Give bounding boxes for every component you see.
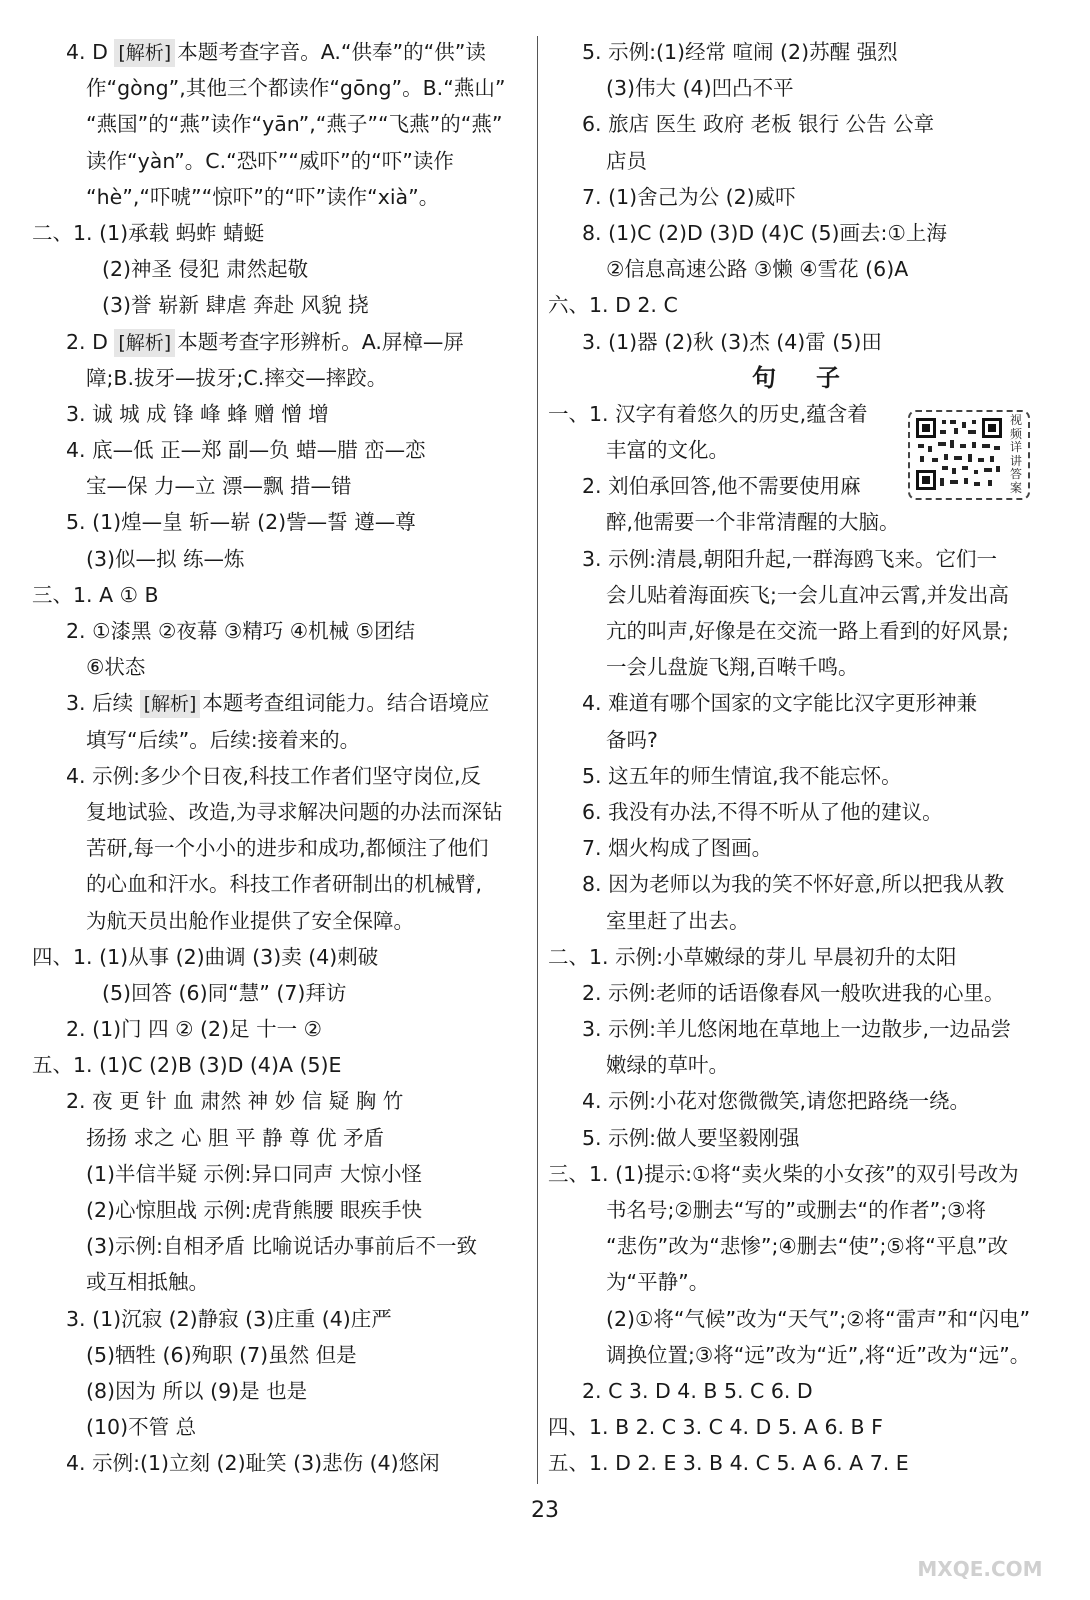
answer-line — [548, 903, 1044, 939]
answer-text: 为“平静”。 — [606, 1270, 710, 1295]
answer-line — [32, 34, 528, 70]
answer-line — [548, 830, 1044, 866]
answer-line — [32, 1047, 528, 1083]
answer-text: 5. (1)煌—皇 斩—崭 (2)訾—誓 遵—尊 — [66, 510, 416, 535]
answer-text: 亢的叫声,好像是在交流一路上看到的好风景; — [606, 619, 1009, 643]
answer-line — [548, 1120, 1044, 1156]
answer-text: ②信息高速公路 ③懒 ④雪花 (6)A — [606, 257, 909, 282]
analysis-text: 本题考查组词能力。结合语境应 — [202, 691, 490, 716]
answer-line — [32, 866, 528, 902]
answer-text: 3. (1)器 (2)秋 (3)杰 (4)雷 (5)田 — [582, 329, 882, 354]
answer-text: 或互相抵触。 — [86, 1270, 209, 1295]
answer-line — [32, 215, 528, 251]
answer-line — [32, 722, 528, 758]
answer-text: 一、1. 汉字有着悠久的历史,蕴含着 — [548, 401, 868, 426]
answer-line — [32, 1301, 528, 1337]
answer-text: 书名号;②删去“写的”或删去“的作者”;③将 — [606, 1198, 987, 1222]
answer-line — [548, 324, 1044, 360]
analysis-tag: [解析] — [140, 690, 201, 718]
video-qr-code[interactable] — [908, 410, 1030, 500]
answer-text: (3)伟大 (4)凹凸不平 — [606, 76, 794, 101]
answer-text: 4. 示例:多少个日夜,科技工作者们坚守岗位,反 — [66, 763, 482, 788]
watermark-text: MXQE.COM — [917, 1557, 1043, 1580]
answer-text: 填写“后续”。后续:接着来的。 — [86, 727, 361, 752]
answer-text: 醉,他需要一个非常清醒的大脑。 — [606, 510, 900, 535]
answer-text: (10)不管 总 — [86, 1415, 197, 1440]
answer-text: (2)神圣 侵犯 肃然起敬 — [102, 257, 309, 282]
answer-text: “燕国”的“燕”读作“yān”,“燕子”“飞燕”的“燕” — [86, 112, 503, 137]
analysis-tag: [解析] — [114, 329, 175, 357]
answer-line — [32, 1337, 528, 1373]
answer-line — [548, 1264, 1044, 1300]
answer-line — [32, 324, 528, 360]
answer-line — [32, 577, 528, 613]
answer-line — [32, 1373, 528, 1409]
answer-text: 4. 示例:(1)立刻 (2)耻笑 (3)悲伤 (4)悠闲 — [66, 1451, 440, 1476]
answer-text: 5. 示例:(1)经常 喧闹 (2)苏醒 强烈 — [582, 40, 898, 64]
answer-line — [32, 468, 528, 504]
answer-line — [32, 287, 528, 323]
answer-line — [548, 1301, 1044, 1337]
answer-line — [548, 1445, 1044, 1481]
answer-line — [548, 106, 1044, 142]
left-column — [32, 34, 528, 1482]
answer-line — [32, 1083, 528, 1119]
answer-text: 苦研,每一个小小的进步和成功,都倾注了他们 — [86, 836, 489, 861]
answer-text: 6. 我没有办法,不得不听从了他的建议。 — [582, 799, 943, 824]
answer-line — [548, 1228, 1044, 1264]
answer-line — [32, 70, 528, 106]
answer-text: (8)因为 所以 (9)是 也是 — [86, 1378, 308, 1403]
answer-line — [548, 215, 1044, 251]
answer-text: 一会儿盘旋飞翔,百啭千鸣。 — [606, 655, 859, 680]
answer-line — [548, 143, 1044, 179]
answer-text: 4. 底—低 正—郑 副—负 蜡—腊 峦—恋 — [66, 438, 426, 463]
answer-text: 2. D — [66, 329, 115, 354]
page-number: 23 — [531, 1498, 559, 1523]
answer-text: 二、1. 示例:小草嫩绿的芽儿 早晨初升的太阳 — [548, 944, 957, 969]
answer-text: 2. C 3. D 4. B 5. C 6. D — [582, 1378, 813, 1403]
answer-text: 句子 — [752, 363, 880, 392]
answer-line — [548, 649, 1044, 685]
answer-text: 嫩绿的草叶。 — [606, 1053, 729, 1078]
answer-line — [548, 251, 1044, 287]
answer-text: 6. 旅店 医生 政府 老板 银行 公告 公章 — [582, 112, 935, 137]
answer-line — [548, 179, 1044, 215]
answer-text: 五、1. D 2. E 3. B 4. C 5. A 6. A 7. E — [548, 1451, 909, 1476]
answer-line — [548, 1083, 1044, 1119]
answer-line — [548, 685, 1044, 721]
analysis-text: 本题考查字形辨析。A.屏樟—屏 — [177, 329, 464, 354]
answer-text: 室里赶了出去。 — [606, 908, 750, 933]
answer-text: 二、1. (1)承载 蚂蚱 蜻蜓 — [32, 220, 265, 245]
answer-text: (1)半信半疑 示例:异口同声 大惊小怪 — [86, 1161, 422, 1186]
qr-code-icon — [916, 418, 1002, 490]
answer-text: (5)回答 (6)同“慧” (7)拜访 — [102, 980, 347, 1005]
answer-line — [548, 70, 1044, 106]
answer-text: 3. 示例:清晨,朝阳升起,一群海鸥飞来。它们一 — [582, 546, 998, 571]
answer-line — [32, 975, 528, 1011]
answer-line — [32, 794, 528, 830]
answer-text: 调换位置;③将“远”改为“近”,将“近”改为“远”。 — [606, 1342, 1031, 1367]
answer-line — [548, 1192, 1044, 1228]
answer-text: 4. 示例:小花对您微微笑,请您把路绕一绕。 — [582, 1089, 970, 1114]
answer-text: 3. (1)沉寂 (2)静寂 (3)庄重 (4)庄严 — [66, 1306, 392, 1331]
answer-line — [32, 1011, 528, 1047]
answer-text: “hè”,“吓唬”“惊吓”的“吓”读作“xià”。 — [86, 184, 440, 209]
answer-line — [548, 1156, 1044, 1192]
answer-line — [32, 504, 528, 540]
answer-line — [32, 360, 528, 396]
answer-line — [32, 939, 528, 975]
answer-line — [548, 541, 1044, 577]
answer-text: 2. (1)门 四 ② (2)足 十一 ② — [66, 1017, 322, 1042]
answer-line — [32, 903, 528, 939]
answer-line — [548, 794, 1044, 830]
answer-text: (3)誉 崭新 肆虐 奔赴 风貌 挠 — [102, 293, 369, 318]
answer-line — [548, 722, 1044, 758]
answer-line — [32, 1409, 528, 1445]
answer-line — [548, 1337, 1044, 1373]
answer-line — [548, 758, 1044, 794]
answer-text: 为航天员出舱作业提供了安全保障。 — [86, 908, 414, 933]
answer-text: 4. D — [66, 40, 115, 64]
answer-text: 六、1. D 2. C — [548, 293, 678, 318]
answer-text: 5. 示例:做人要坚毅刚强 — [582, 1125, 800, 1150]
analysis-tag: [解析] — [114, 39, 175, 67]
analysis-text: 本题考查字音。A.“供奉”的“供”读 — [177, 40, 486, 64]
answer-text: (3)示例:自相矛盾 比喻说话办事前后不一致 — [86, 1234, 477, 1259]
answer-text: (5)牺牲 (6)殉职 (7)虽然 但是 — [86, 1342, 357, 1367]
answer-text: 5. 这五年的师生情谊,我不能忘怀。 — [582, 763, 902, 788]
answer-line — [32, 1445, 528, 1481]
answer-text: 3. 诚 城 成 锋 峰 蜂 赠 憎 增 — [66, 401, 329, 426]
answer-line — [32, 143, 528, 179]
answer-text: (2)①将“气候”改为“天气”;②将“雷声”和“闪电” — [606, 1306, 1031, 1331]
answer-line — [32, 758, 528, 794]
answer-text: 复地试验、改造,为寻求解决问题的办法而深钻 — [86, 799, 503, 824]
answer-line — [32, 106, 528, 142]
answer-text: 2. 夜 更 针 血 肃然 神 妙 信 疑 胸 竹 — [66, 1089, 404, 1114]
answer-text: 8. (1)C (2)D (3)D (4)C (5)画去:①上海 — [582, 220, 947, 245]
answer-text: “悲伤”改为“悲惨”;④删去“使”;⑤将“平息”改 — [606, 1234, 1009, 1259]
answer-text: 的心血和汗水。科技工作者研制出的机械臂, — [86, 872, 483, 897]
answer-line — [32, 541, 528, 577]
answer-line — [548, 504, 1044, 540]
answer-text: 店员 — [606, 148, 647, 173]
answer-line — [32, 1264, 528, 1300]
answer-line — [32, 1228, 528, 1264]
right-column — [548, 34, 1044, 1482]
answer-text: 五、1. (1)C (2)B (3)D (4)A (5)E — [32, 1053, 342, 1078]
answer-line — [32, 685, 528, 721]
answer-line — [548, 866, 1044, 902]
answer-line — [32, 649, 528, 685]
answer-line — [548, 613, 1044, 649]
answer-text: (3)似—拟 练—炼 — [86, 546, 245, 571]
answer-text: 备吗? — [606, 727, 658, 752]
answer-text: 三、1. A ① B — [32, 582, 159, 607]
answer-text: 4. 难道有哪个国家的文字能比汉字更形神兼 — [582, 691, 978, 716]
answer-text: 7. (1)舍己为公 (2)威吓 — [582, 184, 796, 209]
answer-text: 3. 示例:羊儿悠闲地在草地上一边散步,一边品尝 — [582, 1017, 1011, 1042]
answer-text: 丰富的文化。 — [606, 438, 729, 463]
answer-text: 8. 因为老师以为我的笑不怀好意,所以把我从教 — [582, 872, 1005, 897]
section-heading — [548, 360, 1044, 396]
answer-text: 7. 烟火构成了图画。 — [582, 836, 773, 861]
answer-line — [548, 34, 1044, 70]
answer-text: 宝—保 力—立 漂—飘 措—错 — [86, 474, 352, 499]
answer-line — [32, 613, 528, 649]
answer-line — [548, 1409, 1044, 1445]
answer-line — [32, 1120, 528, 1156]
answer-text: 2. 刘伯承回答,他不需要使用麻 — [582, 474, 861, 499]
answer-line — [548, 1011, 1044, 1047]
answer-text: 2. 示例:老师的话语像春风一般吹进我的心里。 — [582, 980, 1005, 1005]
answer-line — [32, 432, 528, 468]
answer-text: 作“gòng”,其他三个都读作“gōng”。B.“燕山” — [86, 76, 506, 101]
answer-text: 2. ①漆黑 ②夜幕 ③精巧 ④机械 ⑤团结 — [66, 619, 416, 643]
answer-line — [32, 179, 528, 215]
answer-text: 四、1. B 2. C 3. C 4. D 5. A 6. B F — [548, 1415, 883, 1440]
answer-line — [548, 975, 1044, 1011]
answer-text: 障;B.拔牙—拔牙;C.摔交—摔跤。 — [86, 365, 388, 390]
answer-text: 3. 后续 — [66, 691, 140, 716]
answer-text: 四、1. (1)从事 (2)曲调 (3)卖 (4)刺破 — [32, 944, 379, 969]
qr-label: 视频详讲答案 — [1007, 414, 1025, 495]
answer-line — [32, 396, 528, 432]
answer-line — [548, 577, 1044, 613]
answer-line — [32, 1192, 528, 1228]
answer-text: 扬扬 求之 心 胆 平 静 尊 优 矛盾 — [86, 1125, 385, 1150]
answer-line — [548, 287, 1044, 323]
answer-line — [548, 939, 1044, 975]
watermark-logo — [900, 1510, 1060, 1580]
answer-text: ⑥状态 — [86, 655, 146, 680]
answer-line — [548, 1373, 1044, 1409]
answer-text: 会儿贴着海面疾飞;一会儿直冲云霄,并发出高 — [606, 582, 1009, 607]
answer-line — [32, 1156, 528, 1192]
answer-line — [32, 830, 528, 866]
answer-text: 三、1. (1)提示:①将“卖火柴的小女孩”的双引号改为 — [548, 1161, 1019, 1186]
answer-line — [548, 1047, 1044, 1083]
column-divider — [537, 36, 538, 1484]
answer-line — [32, 251, 528, 287]
answer-text: (2)心惊胆战 示例:虎背熊腰 眼疾手快 — [86, 1198, 422, 1222]
answer-text: 读作“yàn”。C.“恐吓”“威吓”的“吓”读作 — [86, 148, 454, 173]
